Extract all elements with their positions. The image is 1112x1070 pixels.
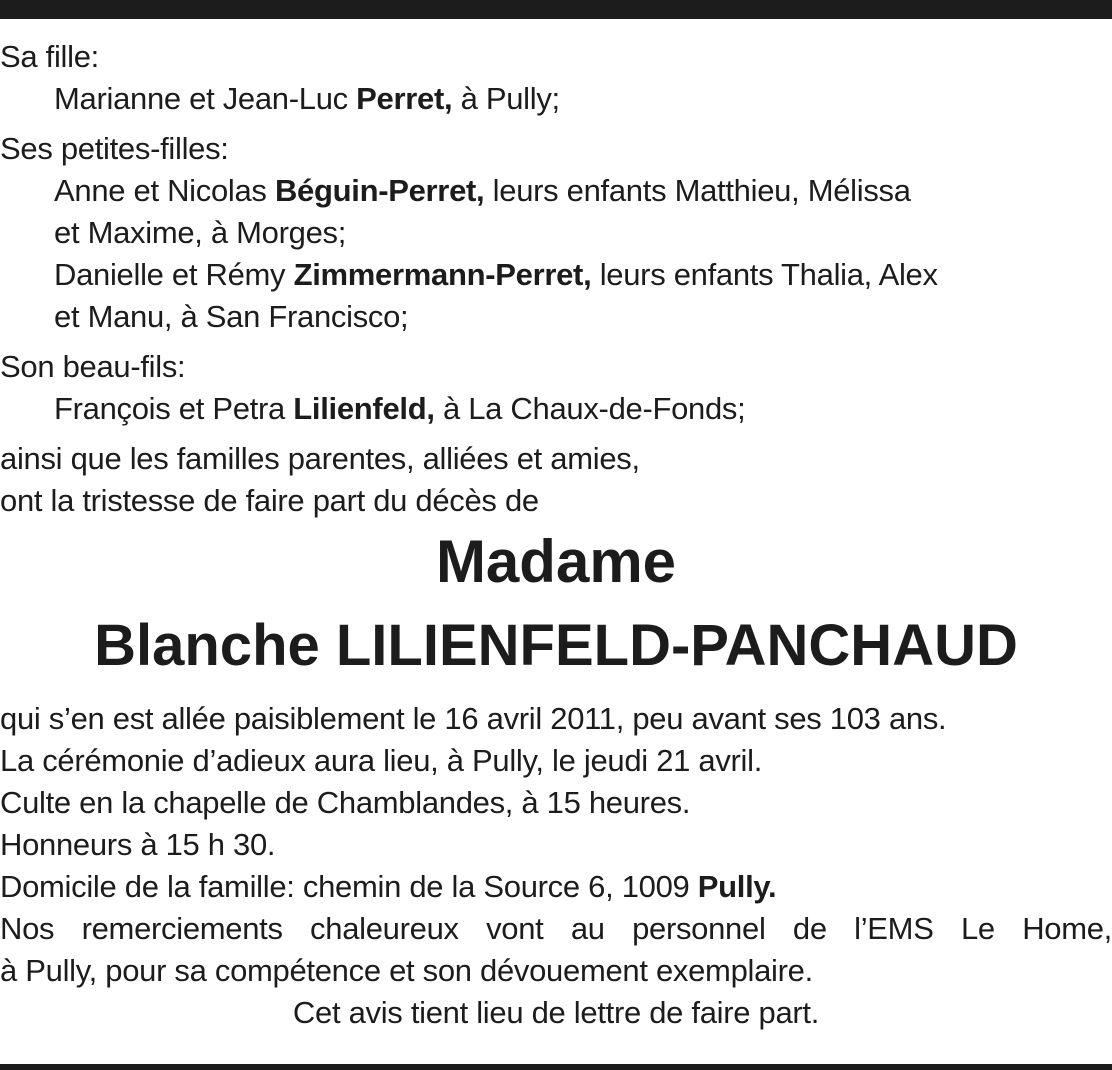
daughter-entry: Marianne et Jean-Luc Perret, à Pully;: [54, 81, 560, 116]
daughter-surname: Perret,: [356, 81, 453, 116]
deceased-honorific: Madame: [435, 528, 677, 595]
obituary-notice: [0, 36, 1112, 1034]
service-line: Culte en la chapelle de Chamblandes, à 15 heures.: [0, 785, 691, 820]
passing-line: qui s’en est allée paisiblement le 16 avril 2011, peu avant ses 103 ans.: [0, 701, 947, 736]
thanks-line-1: Nos remerciements chaleureux vont au personnel de l’EMS Le Home,: [0, 911, 1112, 946]
son-in-law-entry: François et Petra Lilienfeld, à La Chaux-de-Fonds;: [54, 391, 746, 426]
domicile-town: Pully.: [697, 869, 777, 904]
granddaughter-1-surname: Béguin-Perret,: [274, 173, 485, 208]
announcement-line: ont la tristesse de faire part du décès de: [0, 483, 539, 518]
granddaughters-label: Ses petites-filles:: [0, 131, 229, 166]
domicile-line: Domicile de la famille: chemin de la Source 6, 1009 Pully.: [0, 869, 777, 904]
granddaughter-2-surname: Zimmermann-Perret,: [293, 257, 592, 292]
thanks-line-2: à Pully, pour sa compétence et son dévouement exemplaire.: [0, 953, 813, 988]
ceremony-line: La cérémonie d’adieux aura lieu, à Pully, le jeudi 21 avril.: [0, 743, 763, 778]
daughter-label: Sa fille:: [0, 39, 99, 74]
closing-line: Cet avis tient lieu de lettre de faire part.: [292, 995, 820, 1030]
top-rule: [0, 0, 1112, 19]
granddaughter-1-entry: Anne et Nicolas Béguin-Perret, leurs enfants Matthieu, Mélissa: [54, 173, 911, 208]
honours-line: Honneurs à 15 h 30.: [0, 827, 276, 862]
granddaughter-1-entry-cont: et Maxime, à Morges;: [54, 215, 347, 250]
deceased-name: Blanche LILIENFELD-PANCHAUD: [94, 613, 1018, 678]
bottom-rule: [0, 1064, 1112, 1070]
granddaughter-2-entry: Danielle et Rémy Zimmermann-Perret, leurs enfants Thalia, Alex: [54, 257, 938, 292]
granddaughter-2-entry-cont: et Manu, à San Francisco;: [54, 299, 409, 334]
son-in-law-surname: Lilienfeld,: [293, 391, 435, 426]
relatives-line: ainsi que les familles parentes, alliées et amies,: [0, 441, 640, 476]
son-in-law-label: Son beau-fils:: [0, 349, 186, 384]
